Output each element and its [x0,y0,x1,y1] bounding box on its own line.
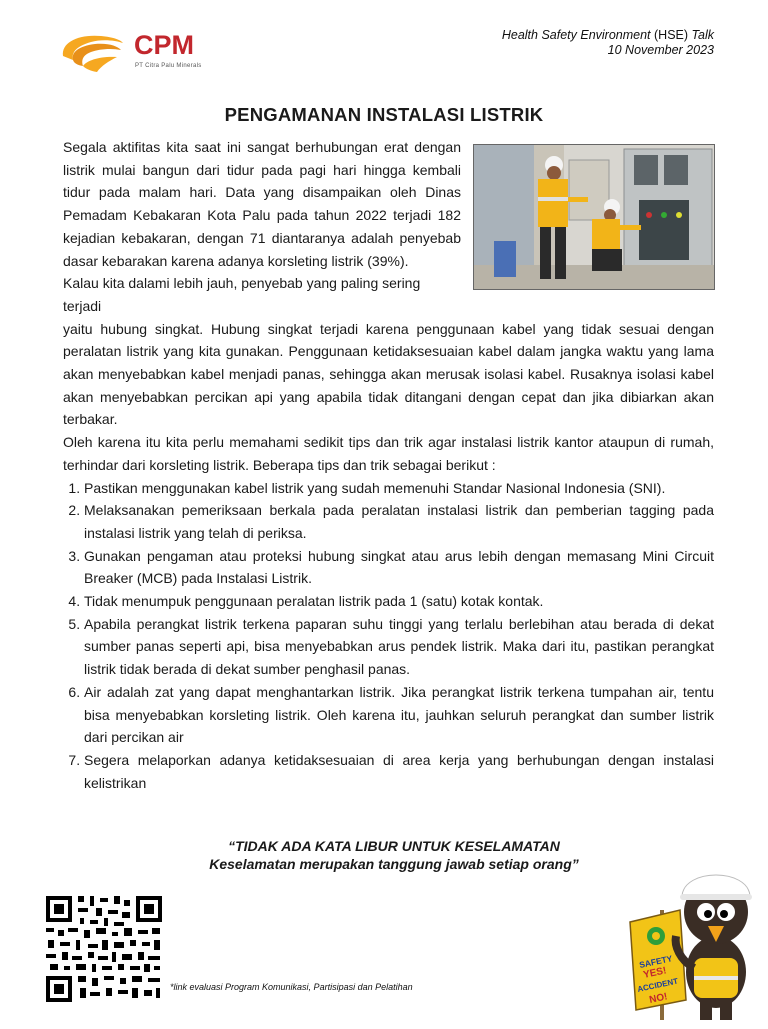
tip-item: 4. Tidak menumpuk penggunaan peralatan listrik pada 1 (satu) kotak kontak. [84,590,714,613]
talk-date: 10 November 2023 [607,43,714,57]
quote-line-2: Keselamatan merupakan tanggung jawab setiap orang” [209,856,579,872]
quote-line-1: “TIDAK ADA KATA LIBUR UNTUK KESELAMATAN [228,838,560,854]
paragraph-3: Oleh karena itu kita perlu memahami sedikit tips dan trik agar instalasi listrik kantor ataupun di rumah, terhindar dari korsleting listrik. Beberapa tips dan trik sebagai berikut : [63,434,714,473]
sign-text-2: YES! [642,965,668,981]
paragraph-2: yaitu hubung singkat. Hubung singkat terjadi karena penggunaan kabel yang tidak sesuai dengan peralatan listrik yang kita gunakan. Penggunaan ketidaksesuaian kabel dalam jangka waktu yang lama akan menyebabkan kabel menjadi panas, sehingga akan merusak isolasi kabel. Rusaknya isolasi kabel akan menyebabkan percikan api yang apabila tidak ditangani dengan cepat dan jika dibiarkan akan terbakar. [63,320,714,428]
paragraph-2-first-line: Kalau kita dalami lebih jauh, penyebab yang paling sering terjadi [63,275,421,314]
tip-item: 5. Apabila perangkat listrik terkena paparan suhu tinggi yang terlalu berlebihan atau berada di dekat sumber panas seperti api, bisa menyebabkan arus pendek listrik. Maka dari itu, pastikan perangkat listrik tidak berada di dekat sumber penghasil panas. [84,613,714,681]
safety-mascot [620,850,760,1024]
talk-label-abbrev: (HSE) [650,28,692,42]
sign-text-1: SAFETY [638,953,674,970]
talk-label-b: Talk [691,28,714,42]
tips-list [63,477,714,795]
tip-item: 2. Melaksanakan pemeriksaan berkala pada peralatan instalasi listrik dan pemberian tagging pada instalasi listrik yang telah di periksa. [84,499,714,544]
qr-code-icon [44,894,164,1004]
tip-item: 6. Air adalah zat yang dapat menghantarkan listrik. Jika perangkat listrik terkena tumpahan air, tentu bisa menyebabkan korsleting listrik. Oleh karena itu, jauhkan seluruh perangkat dan sumber listrik dari percikan air [84,681,714,749]
footnote: *link evaluasi Program Komunikasi, Partisipasi dan Pelatihan [170,982,413,992]
tip-item: 1. Pastikan menggunakan kabel listrik yang sudah memenuhi Standar Nasional Indonesia (SNI). [84,477,714,500]
qr-code[interactable] [44,894,164,1004]
tip-item: 3. Gunakan pengaman atau proteksi hubung singkat atau arus lebih dengan memasang Mini Circuit Breaker (MCB) pada Instalasi Listrik. [84,545,714,590]
company-logo [57,30,222,74]
page-title: PENGAMANAN INSTALASI LISTRIK [224,104,544,125]
sign-text-3: ACCIDENT [636,976,679,994]
header-info [502,28,714,58]
brand-name: CPM [134,30,194,60]
talk-label-a: Health Safety Environment [501,28,651,42]
talk-line [502,28,714,43]
sign-text-4: NO! [648,991,669,1006]
article-body [63,136,714,794]
intro-paragraph: Segala aktifitas kita saat ini sangat berhubungan erat dengan listrik mulai bangun dari tidur pada pagi hari hingga kembali tidur pada malam hari. Data yang disampaikan oleh Dinas Pemadam Kebakaran Kota Palu pada tahun 2022 terjadi 182 kejadian kebakaran, dengan 71 diantaranya adalah penyebab dasar kebarakan karena adanya korsleting listrik (39%). [63,139,461,269]
tip-item: 7. Segera melaporkan adanya ketidaksesuaian di area kerja yang berhubungan dengan instalasi kelistrikan [84,749,714,794]
mascot-illustration [620,850,760,1024]
company-name: PT Citra Palu Minerals [135,63,202,69]
cpm-swoosh-icon [57,30,132,74]
